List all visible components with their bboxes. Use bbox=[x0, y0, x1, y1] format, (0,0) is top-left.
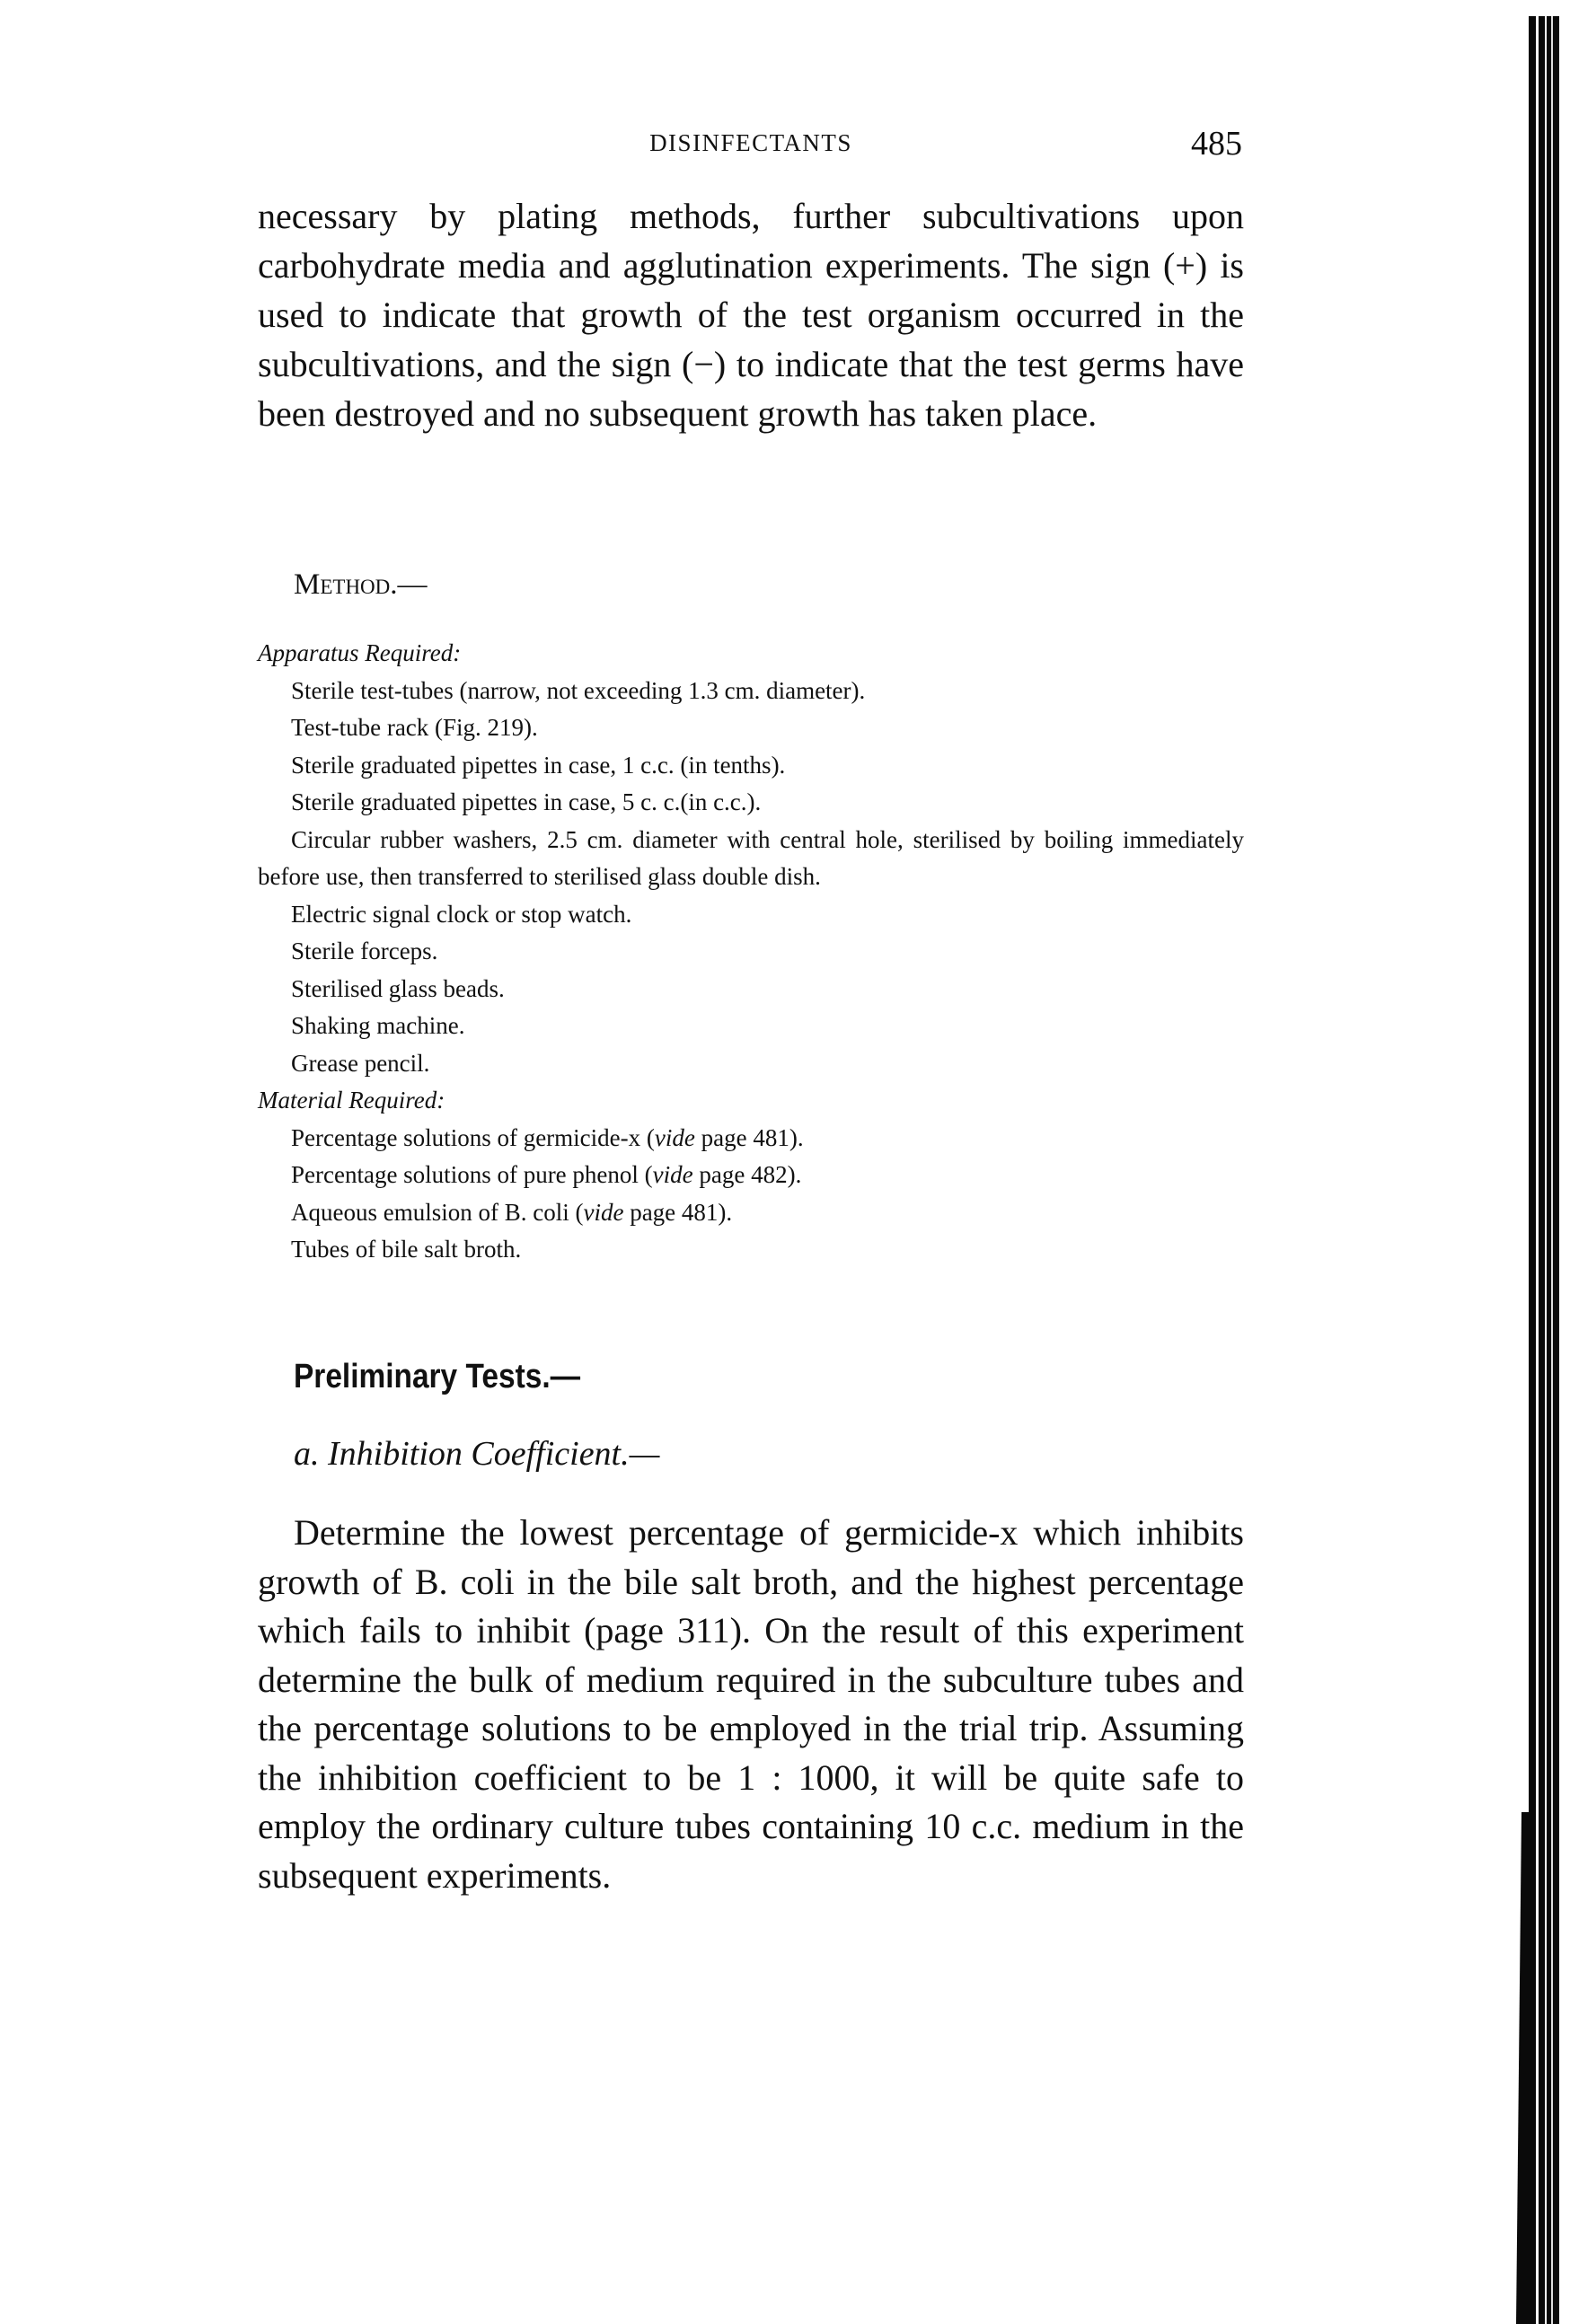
material-item bbox=[258, 1231, 1244, 1269]
continuation-paragraph: necessary by plating methods, further subcultivations upon carbohydrate media and agglutination experiments. The sign (+) is used to indicate that growth of the test organism occurred in the subcultivations, and the sign (−) to indicate that the test germs have been destroyed and no subsequent growth has taken place. bbox=[258, 196, 1244, 434]
material-vide: vide bbox=[652, 1161, 693, 1188]
material-text: page 481). bbox=[694, 1123, 804, 1151]
running-title: DISINFECTANTS bbox=[649, 129, 852, 156]
page-number: 485 bbox=[1191, 125, 1242, 163]
running-head bbox=[258, 124, 1244, 163]
material-item bbox=[258, 1120, 1244, 1158]
apparatus-item: Sterilised glass beads. bbox=[291, 974, 505, 1002]
preliminary-tests-heading: Preliminary Tests.— bbox=[294, 1358, 581, 1395]
apparatus-item: Sterile forceps. bbox=[291, 938, 438, 964]
material-vide: vide bbox=[583, 1198, 624, 1226]
apparatus-item: Shaking machine. bbox=[291, 1012, 465, 1039]
apparatus-item: Test-tube rack (Fig. 219). bbox=[291, 714, 538, 741]
requirements-list bbox=[258, 635, 1244, 1269]
apparatus-item: Circular rubber washers, 2.5 cm. diameter with central hole, sterilised by boiling immediately before use, then transferred to sterilised glass double dish. bbox=[258, 825, 1244, 890]
material-text: page 482). bbox=[692, 1161, 802, 1188]
material-item bbox=[258, 1194, 1244, 1232]
method-heading: Method.— bbox=[294, 568, 428, 601]
apparatus-heading: Apparatus Required: bbox=[258, 639, 462, 666]
material-item bbox=[258, 1157, 1244, 1194]
material-vide: vide bbox=[654, 1123, 695, 1151]
material-text: Aqueous emulsion of B. coli ( bbox=[291, 1198, 584, 1226]
inhibition-paragraph: Determine the lowest percentage of germicide-x which inhibits growth of B. coli in the bile salt broth, and the highest percentage which fails to inhibit (page 311). On the result of this experiment determine the bulk of medium required in the subculture tubes and the percentage solutions to be employed in the trial trip. Assuming the inhibition coefficient to be 1 : 1000, it will be quite safe to employ the ordinary culture tubes containing 10 c.c. medium in the subsequent experiments. bbox=[258, 1512, 1244, 1896]
material-text: Percentage solutions of pure phenol ( bbox=[291, 1161, 653, 1188]
material-text: Percentage solutions of germicide-x ( bbox=[291, 1123, 655, 1151]
inhibition-coefficient-subheading: a. Inhibition Coefficient.— bbox=[294, 1435, 660, 1473]
material-text: Tubes of bile salt broth. bbox=[291, 1236, 522, 1263]
material-heading: Material Required: bbox=[258, 1087, 445, 1114]
apparatus-item: Electric signal clock or stop watch. bbox=[291, 900, 632, 928]
apparatus-item: Sterile graduated pipettes in case, 5 c. c.(in c.c.). bbox=[291, 788, 762, 815]
apparatus-item: Sterile graduated pipettes in case, 1 c.c. (in tenths). bbox=[291, 751, 786, 779]
book-binding-edge bbox=[1516, 16, 1559, 2324]
apparatus-item: Sterile test-tubes (narrow, not exceeding 1.3 cm. diameter). bbox=[291, 676, 866, 704]
apparatus-item: Grease pencil. bbox=[291, 1049, 430, 1077]
material-text: page 481). bbox=[623, 1198, 733, 1226]
